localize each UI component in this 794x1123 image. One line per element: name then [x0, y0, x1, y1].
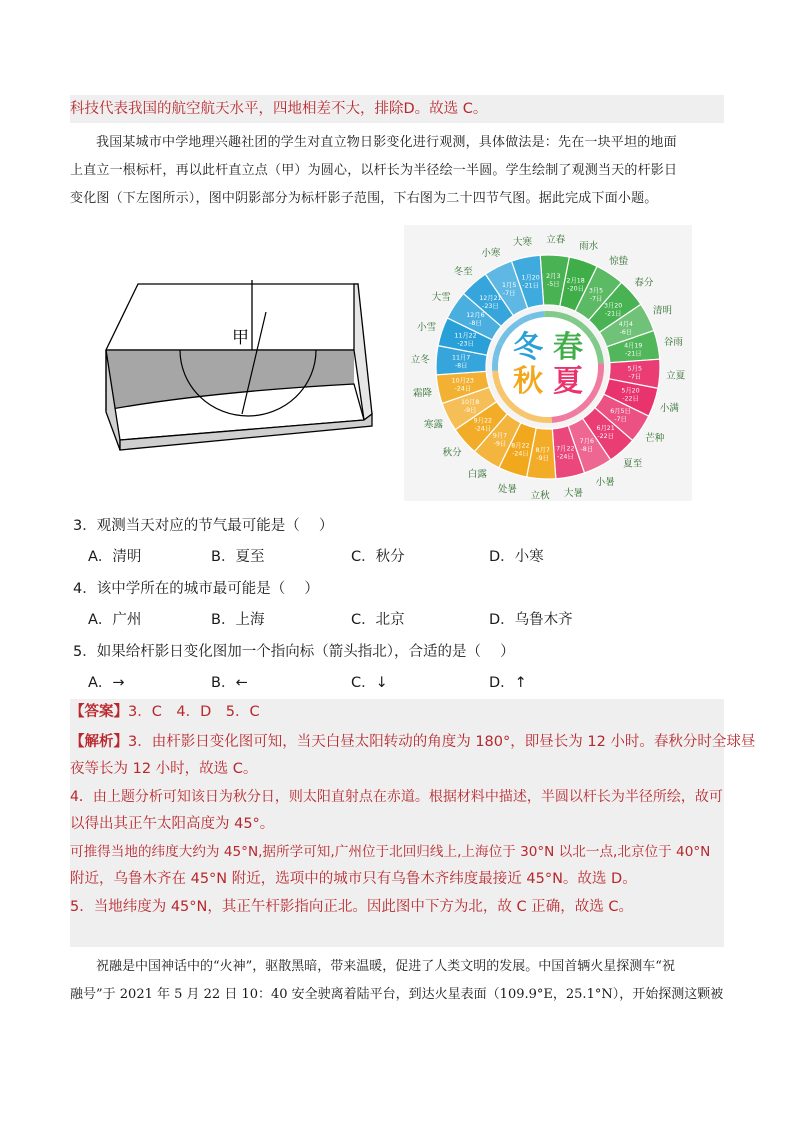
term-name-17: 寒露	[423, 419, 443, 431]
previous-answer-line: 科技代表我国的航空航天水平，四地相差不大，排除D。故选 C。	[70, 95, 724, 123]
next-passage	[70, 953, 724, 1009]
term-name-7: 立夏	[666, 370, 686, 382]
question-3-options	[70, 546, 724, 568]
term-date-end: -24日	[512, 450, 529, 458]
inner-ring-7	[597, 363, 604, 378]
answer-analysis-block	[70, 699, 756, 947]
term-name-22: 冬至	[453, 266, 473, 278]
term-date-start: 10月23	[451, 377, 474, 385]
analysis-line-4: 以得出其正午太阳高度为 45°。	[70, 816, 275, 832]
term-date-start: 8月7	[535, 446, 550, 454]
term-date-end: -21日	[624, 350, 642, 358]
term-name-4: 春分	[634, 277, 654, 289]
term-date-end: -7日	[502, 290, 516, 298]
q3-option-d[interactable]: D．小寒	[489, 549, 544, 565]
term-date-end: -23日	[457, 340, 474, 348]
term-date-start: 5月20	[621, 387, 640, 395]
question-3-stem: 3．观测当天对应的节气最可能是（ ）	[73, 518, 334, 534]
question-5-options	[70, 672, 724, 694]
term-name-16: 秋分	[442, 447, 462, 459]
inner-ring-19	[492, 356, 499, 371]
analysis-line-7: 5．当地纬度为 45°N，其正午杆影指向正北。因此图中下方为北，故 C 正确，故选 C。	[70, 898, 633, 915]
term-date-end: -6日	[619, 329, 633, 337]
shadow-diagram	[96, 272, 386, 452]
term-date-start: 1月5	[502, 282, 517, 290]
term-date-end: -21日	[522, 282, 539, 290]
term-date-start: 3月5	[588, 287, 604, 295]
term-date-end: -8日	[580, 445, 594, 453]
term-date-start: 12月21	[479, 294, 502, 302]
solar-terms-wheel	[404, 225, 692, 501]
term-date-end: -24日	[474, 425, 492, 433]
analysis-line-3: 4．由上题分析可知该日为秋分日，则太阳直射点在赤道。根据材料中描述，半圆以杆长为半径所绘，故可	[70, 788, 723, 805]
term-date-start: 2月3	[546, 273, 561, 281]
next-passage-line-2: 融号”于 2021 年 5 月 22 日 10：40 安全驶离着陆平台，到达火星表面（109.9°E，25.1°N），开始探测这颗被	[70, 987, 724, 1002]
term-date-end: -21日	[604, 310, 622, 318]
term-date-start: 8月22	[511, 442, 530, 450]
term-date-start: 6月21	[596, 425, 615, 433]
analysis-text-1: 3．由杆影日变化图可知，当天白昼太阳转动的角度为 180°，即昼长为 12 小时。春秋分时全球昼	[128, 733, 756, 750]
term-date-start: 7月6	[579, 437, 594, 445]
term-date-end: -22日	[597, 433, 614, 441]
answer-label: 【答案】	[70, 704, 128, 720]
term-date-start: 11月22	[454, 332, 477, 340]
answer-text: 3．C 4．D 5．C	[128, 704, 260, 720]
inner-ring-1	[544, 311, 559, 318]
q5-option-b[interactable]: B．←	[211, 675, 248, 691]
term-date-start: 6月5日	[610, 408, 631, 416]
center-char-3: 秋	[513, 364, 543, 399]
q4-option-b[interactable]: B．上海	[211, 612, 265, 628]
intro-paragraph	[70, 129, 724, 213]
term-date-start: 10月8	[460, 398, 480, 406]
term-date-start: 4月4	[618, 321, 634, 329]
q5-option-c[interactable]: C．↓	[351, 675, 388, 691]
center-char-4: 夏	[553, 364, 583, 399]
point-label: 甲	[232, 328, 249, 348]
analysis-line-6: 附近，乌鲁木齐在 45°N 附近，选项中的城市只有乌鲁木齐纬度最接近 45°N。故选 D。	[70, 871, 637, 887]
q4-option-c[interactable]: C．北京	[351, 612, 405, 628]
term-name-6: 谷雨	[663, 336, 683, 348]
intro-line-2: 上直立一根标杆，再以此杆直立点（甲）为圆心，以杆长为半径绘一半圆。学生绘制了观测当天的杆影日	[70, 163, 678, 178]
term-name-10: 夏至	[623, 458, 643, 470]
term-date-end: -9日	[463, 406, 477, 414]
term-name-18: 霜降	[413, 388, 433, 400]
term-name-3: 惊蛰	[609, 255, 629, 267]
term-name-13: 立秋	[530, 490, 550, 501]
analysis-line-5: 可推得当地的纬度大约为 45°N,据所学可知,广州位于北回归线上,上海位于 30°N 以北一点,北京位于 40°N	[70, 843, 711, 860]
q3-option-c[interactable]: C．秋分	[351, 549, 405, 565]
term-name-9: 芒种	[645, 433, 665, 445]
term-date-end: -24日	[454, 385, 472, 393]
q4-option-d[interactable]: D．乌鲁木齐	[489, 612, 573, 628]
term-date-end: -7日	[614, 416, 627, 424]
term-date-start: 3月20	[603, 302, 623, 310]
term-date-end: -20日	[567, 285, 584, 293]
center-char-1: 冬	[513, 330, 543, 365]
q3-option-b[interactable]: B．夏至	[211, 549, 265, 565]
term-date-start: 12月6	[466, 311, 485, 319]
term-name-5: 清明	[653, 305, 673, 317]
q5-option-a[interactable]: A．→	[88, 675, 125, 691]
term-date-end: -22日	[622, 395, 639, 403]
term-name-23: 小寒	[481, 247, 501, 259]
question-5-stem: 5．如果给杆影日变化图加一个指向标（箭头指北），合适的是（ ）	[73, 644, 515, 660]
intro-line-3: 变化图（下左图所示），图中阴影部分为标杆影子范围，下右图为二十四节气图。据此完成下面小题。	[70, 191, 658, 206]
questions	[70, 515, 724, 694]
term-date-end: -9日	[536, 454, 549, 462]
term-name-20: 小雪	[417, 321, 437, 333]
q5-option-d[interactable]: D．↑	[489, 675, 527, 691]
analysis-label: 【解析】	[70, 733, 128, 750]
term-date-end: -24日	[557, 453, 574, 461]
term-name-1: 立春	[546, 234, 566, 246]
term-date-end: -23日	[482, 302, 499, 310]
term-name-24: 大寒	[512, 237, 532, 249]
q4-option-a[interactable]: A．广州	[88, 612, 142, 628]
term-name-21: 大雪	[431, 291, 451, 303]
term-date-start: 4月19	[624, 342, 643, 350]
term-name-11: 小暑	[595, 477, 615, 489]
term-date-start: 5月5	[627, 365, 642, 373]
question-4-stem: 4．该中学所在的城市最可能是（ ）	[73, 581, 319, 597]
center-char-2: 春	[553, 330, 583, 365]
term-date-start: 1月20	[521, 274, 540, 282]
term-date-end: -8日	[469, 319, 482, 327]
analysis-line-2: 夜等长为 12 小时，故选 C。	[70, 761, 258, 777]
term-name-19: 立冬	[410, 354, 430, 366]
term-date-end: -5日	[547, 281, 560, 289]
analysis-line-1	[70, 729, 756, 757]
term-date-end: -7日	[589, 295, 603, 303]
term-date-start: 9月7	[492, 432, 508, 440]
answer-line	[70, 699, 724, 727]
inner-ring-13	[537, 416, 552, 423]
term-name-12: 大暑	[564, 487, 584, 499]
term-name-14: 处暑	[497, 483, 517, 495]
term-date-start: 7月22	[556, 445, 575, 453]
term-date-end: -7日	[628, 373, 642, 381]
term-date-end: -9日	[493, 440, 507, 448]
term-date-start: 9月22	[473, 417, 493, 425]
next-passage-line-1: 祝融是中国神话中的“火神”，驱散黑暗，带来温暖，促进了人类文明的发展。中国首辆火星探测车“祝	[96, 959, 675, 974]
term-name-8: 小满	[659, 403, 679, 415]
term-date-end: -8日	[454, 362, 468, 370]
intro-line-1: 我国某城市中学地理兴趣社团的学生对直立物日影变化进行观测，具体做法是：先在一块平坦的地面	[96, 135, 677, 150]
term-date-start: 11月7	[451, 354, 471, 362]
q3-option-a[interactable]: A．清明	[88, 549, 142, 565]
term-name-2: 雨水	[579, 241, 599, 253]
term-name-15: 白露	[467, 469, 487, 481]
question-4-options	[70, 609, 724, 631]
term-date-start: 2月18	[566, 277, 585, 285]
